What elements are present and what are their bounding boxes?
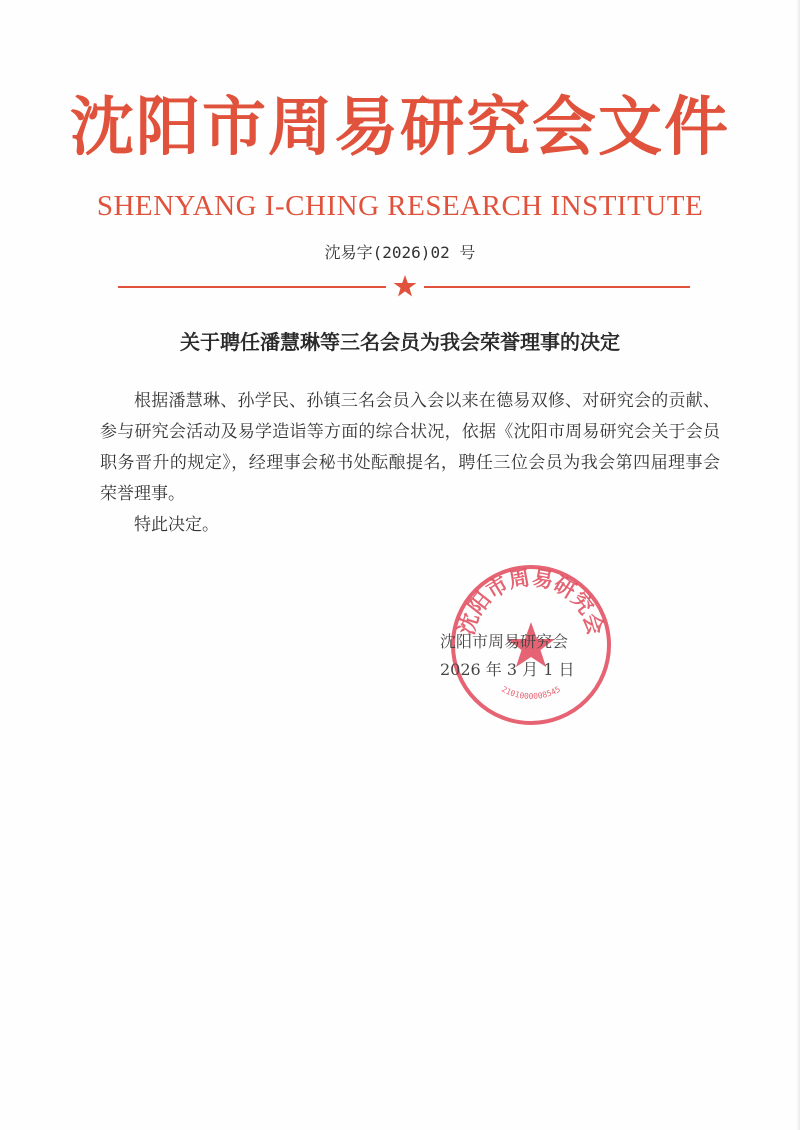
divider-line-right <box>424 286 690 288</box>
header-divider <box>118 275 690 297</box>
seal-number: 2101000008545 <box>500 684 562 702</box>
body-paragraph: 特此决定。 <box>134 515 219 535</box>
signature-block <box>440 628 660 684</box>
org-name-en: SHENYANG I-CHING RESEARCH INSTITUTE <box>96 190 704 222</box>
svg-text:2101000008545 <box>500 685 562 702</box>
document-body <box>100 386 720 541</box>
body-paragraph: 根据潘慧琳、孙学民、孙镇三名会员入会以来在德易双修、对研究会的贡献、参与研究会活动及易学造诣等方面的综合状况，依据《沈阳市周易研究会关于会员职务晋升的规定》，经理事会秘书处酝酿提名，聘任三位会员为我会第四届理事会荣誉理事。 <box>100 391 720 504</box>
scan-edge-shadow <box>796 0 800 1130</box>
star-icon <box>393 275 417 297</box>
signature-organization: 沈阳市周易研究会 <box>440 632 569 651</box>
signature-date: 2026 年 3 月 1 日 <box>440 660 575 679</box>
divider-line-left <box>118 286 386 288</box>
document-number: 沈易字(2026)02 号 <box>324 243 476 262</box>
org-name-cn: 沈阳市周易研究会文件 <box>70 90 730 165</box>
document-title: 关于聘任潘慧琳等三名会员为我会荣誉理事的决定 <box>180 330 620 354</box>
seal-text: 沈阳市周易研究会 <box>453 564 609 638</box>
